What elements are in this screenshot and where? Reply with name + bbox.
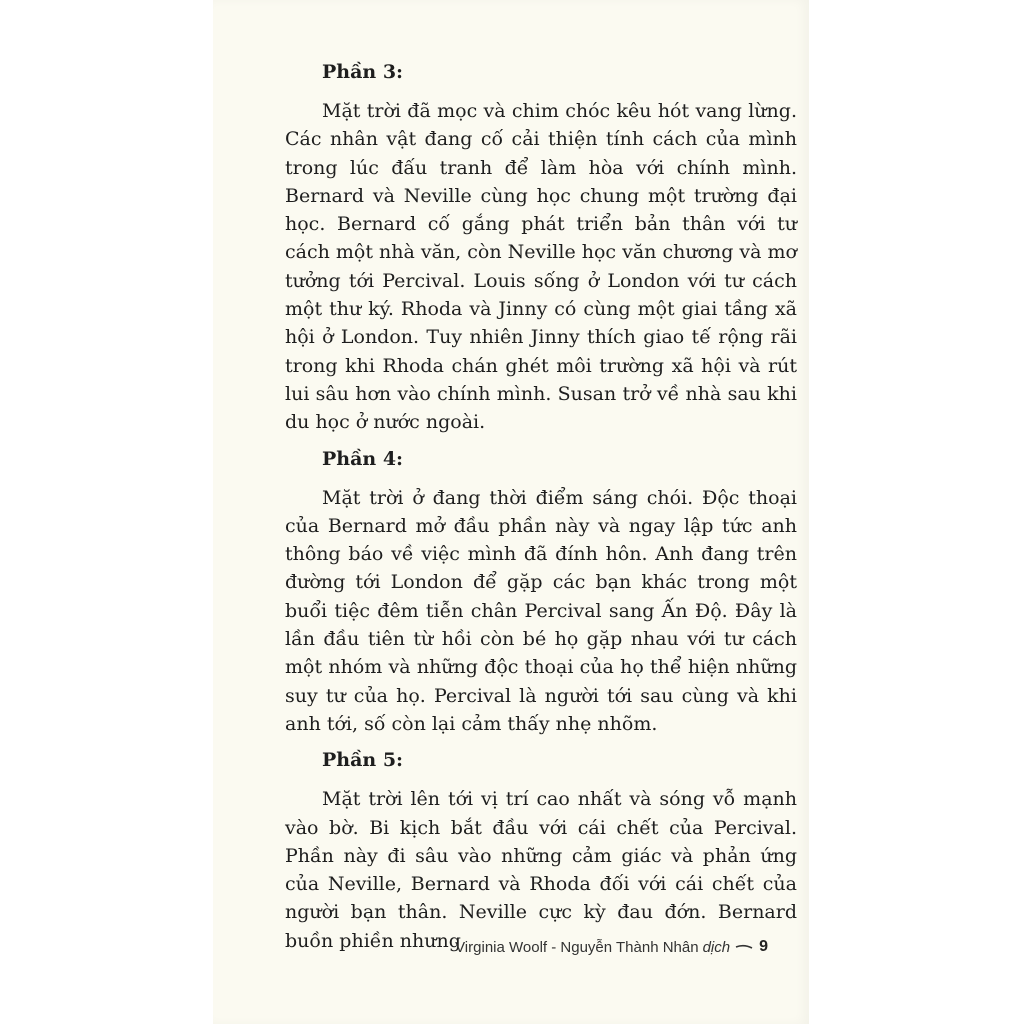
section-paragraph-5: Mặt trời lên tới vị trí cao nhất và sóng vỗ mạnh vào bờ. Bi kịch bắt đầu với cái chết của Percival. Phần này đi sâu vào những cảm giác và phản ứng của Neville, Bernard và Rhoda đối với cái chết của người bạn thân. Neville cực kỳ đau đớn. Bernard buồn phiền nhưng	[285, 788, 797, 952]
footer-author: Virginia Woolf - Nguyễn Thành Nhân	[455, 938, 699, 956]
section-paragraph-3: Mặt trời đã mọc và chim chóc kêu hót vang lừng. Các nhân vật đang cố cải thiện tính cách của mình trong lúc đấu tranh để làm hòa với chính mình. Bernard và Neville cùng học chung một trường đại học. Bernard cố gắng phát triển bản thân với tư cách một nhà văn, còn Neville học văn chương và mơ tưởng tới Percival. Louis sống ở London với tư cách một thư ký. Rhoda và Jinny có cùng một giai tầng xã hội ở London. Tuy nhiên Jinny thích giao tế rộng rãi trong khi Rhoda chán ghét môi trường xã hội và rút lui sâu hơn vào chính mình. Susan trở về nhà sau khi du học ở nước ngoài.	[285, 100, 797, 434]
section-heading-3: Phần 3:	[322, 61, 404, 83]
footer-translator-role: dịch	[702, 938, 731, 956]
section-heading-4: Phần 4:	[322, 447, 404, 470]
section-paragraph-4: Mặt trời ở đang thời điểm sáng chói. Độc thoại của Bernard mở đầu phần này và ngay lập tức anh thông báo về việc mình đã đính hôn. Anh đang trên đường tới London để gặp các bạn khác trong một buổi tiệc đêm tiễn chân Percival sang Ấn Độ. Đây là lần đầu tiên từ hồi còn bé họ gặp nhau với tư cách một nhóm và những độc thoại của họ thể hiện những suy tư của họ. Percival là người tới sau cùng và khi anh tới, số còn lại cảm thấy nhẹ nhõm.	[285, 486, 797, 735]
page-body	[285, 58, 797, 955]
section-heading-5: Phần 5:	[322, 749, 404, 772]
running-footer	[455, 938, 768, 956]
ornament-dash-icon	[735, 943, 753, 951]
page-number: 9	[759, 938, 768, 955]
